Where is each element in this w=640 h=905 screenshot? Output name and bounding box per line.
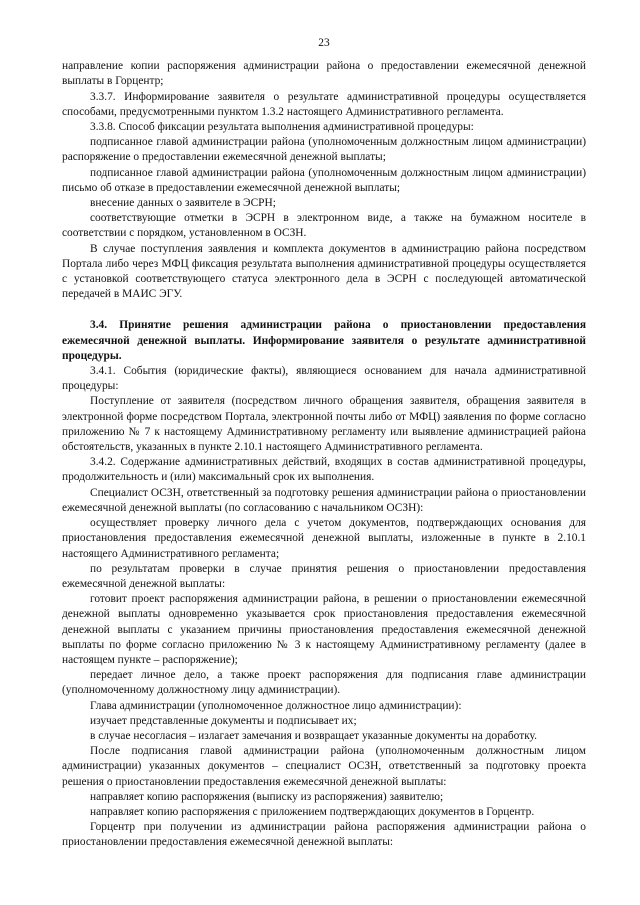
paragraph: соответствующие отметки в ЭСРН в электронном виде, а также на бумажном носителе в соответствии с порядком, установленном в ОСЗН. (62, 212, 586, 240)
paragraph: подписанное главой администрации района (уполномоченным должностным лицом администрации) распоряжение о предоставлении ежемесячной денежной выплаты; (62, 136, 586, 164)
section-heading: 3.4. Принятие решения администрации района о приостановлении предоставления ежемесячной денежной выплаты. Информирование заявителя о результате административной процедуры. (62, 319, 586, 362)
paragraph: 3.3.7. Информирование заявителя о результате административной процедуры осуществляется способами, предусмотренными пунктом 1.3.2 настоящего Административного регламента. (62, 90, 586, 118)
paragraph: 3.3.8. Способ фиксации результата выполнения административной процедуры: (90, 121, 474, 134)
paragraph: Поступление от заявителя (посредством личного обращения заявителя, обращения заявителя в электронной форме посредством Портала, электронной почты либо от МФЦ) заявления по форме согласно приложению № 7 к настоящему Административному регламенту или выявление администрацией района обстоятельств, указанных в пункте 2.10.1 настоящего Административного регламента. (62, 395, 586, 454)
paragraph: Горцентр при получении из администрации района распоряжения администрации района о приостановлении предоставления ежемесячной денежной выплаты: (62, 821, 586, 849)
paragraph: Специалист ОСЗН, ответственный за подготовку решения администрации района о приостановлении ежемесячной денежной выплаты (по согласованию с начальником ОСЗН): (62, 486, 586, 514)
paragraph: 3.4.2. Содержание административных действий, входящих в состав административной процедуры, продолжительность и (или) максимальный срок их выполнения. (62, 456, 586, 484)
paragraph: внесение данных о заявителе в ЭСРН; (90, 197, 276, 210)
paragraph: осуществляет проверку личного дела с учетом документов, подтверждающих основания для приостановления предоставления ежемесячной денежной выплаты, изложенные в пункте в 2.10.1 настоящего Административного регламента; (62, 517, 586, 560)
document-page (62, 36, 586, 851)
page-number: 23 (318, 37, 330, 49)
paragraph: по результатам проверки в случае принятия решения о приостановлении предоставления ежемесячной денежной выплаты: (62, 562, 586, 590)
paragraph: готовит проект распоряжения администрации района, в решении о приостановлении ежемесячной денежной выплаты одновременно указывается срок приостановления предоставления ежемесячной денежной выплаты с указанием причины приостановления предоставления ежемесячной денежной выплаты по форме согласно приложению № 3 к настоящему Административному регламенту (далее в настоящем пункте – распоряжение); (62, 593, 586, 666)
paragraph: изучает представленные документы и подписывает их; (90, 714, 357, 727)
paragraph: После подписания главой администрации района (уполномоченным должностным лицом администрации) указанных документов – специалист ОСЗН, ответственный за подготовку проекта решения о приостановлении предоставления ежемесячной денежной выплаты: (62, 745, 586, 788)
paragraph: в случае несогласия – излагает замечания и возвращает указанные документы на доработку. (90, 729, 537, 742)
paragraph: направляет копию распоряжения (выписку из распоряжения) заявителю; (90, 790, 444, 803)
paragraph: направление копии распоряжения администрации района о предоставлении ежемесячной денежной выплаты в Горцентр; (62, 60, 586, 88)
paragraph: Глава администрации (уполномоченное должностное лицо администрации): (90, 699, 462, 712)
paragraph: подписанное главой администрации района (уполномоченным должностным лицом администрации) письмо об отказе в предоставлении ежемесячной денежной выплаты; (62, 166, 586, 194)
paragraph: 3.4.1. События (юридические факты), являющиеся основанием для начала административной процедуры: (62, 365, 586, 393)
document-body (62, 59, 586, 850)
section-spacer (62, 302, 586, 318)
paragraph: В случае поступления заявления и комплекта документов в администрацию района посредством Портала либо через МФЦ фиксация результата выполнения административной процедуры осуществляется с установкой соответствующего статуса электронного дела в ЭСРН с последующей автоматической передачей в МАИС ЭГУ. (62, 242, 586, 301)
paragraph: направляет копию распоряжения с приложением подтверждающих документов в Горцентр. (90, 805, 535, 818)
paragraph: передает личное дело, а также проект распоряжения для подписания главе администрации (уполномоченному должностному лицу администрации). (62, 669, 586, 697)
